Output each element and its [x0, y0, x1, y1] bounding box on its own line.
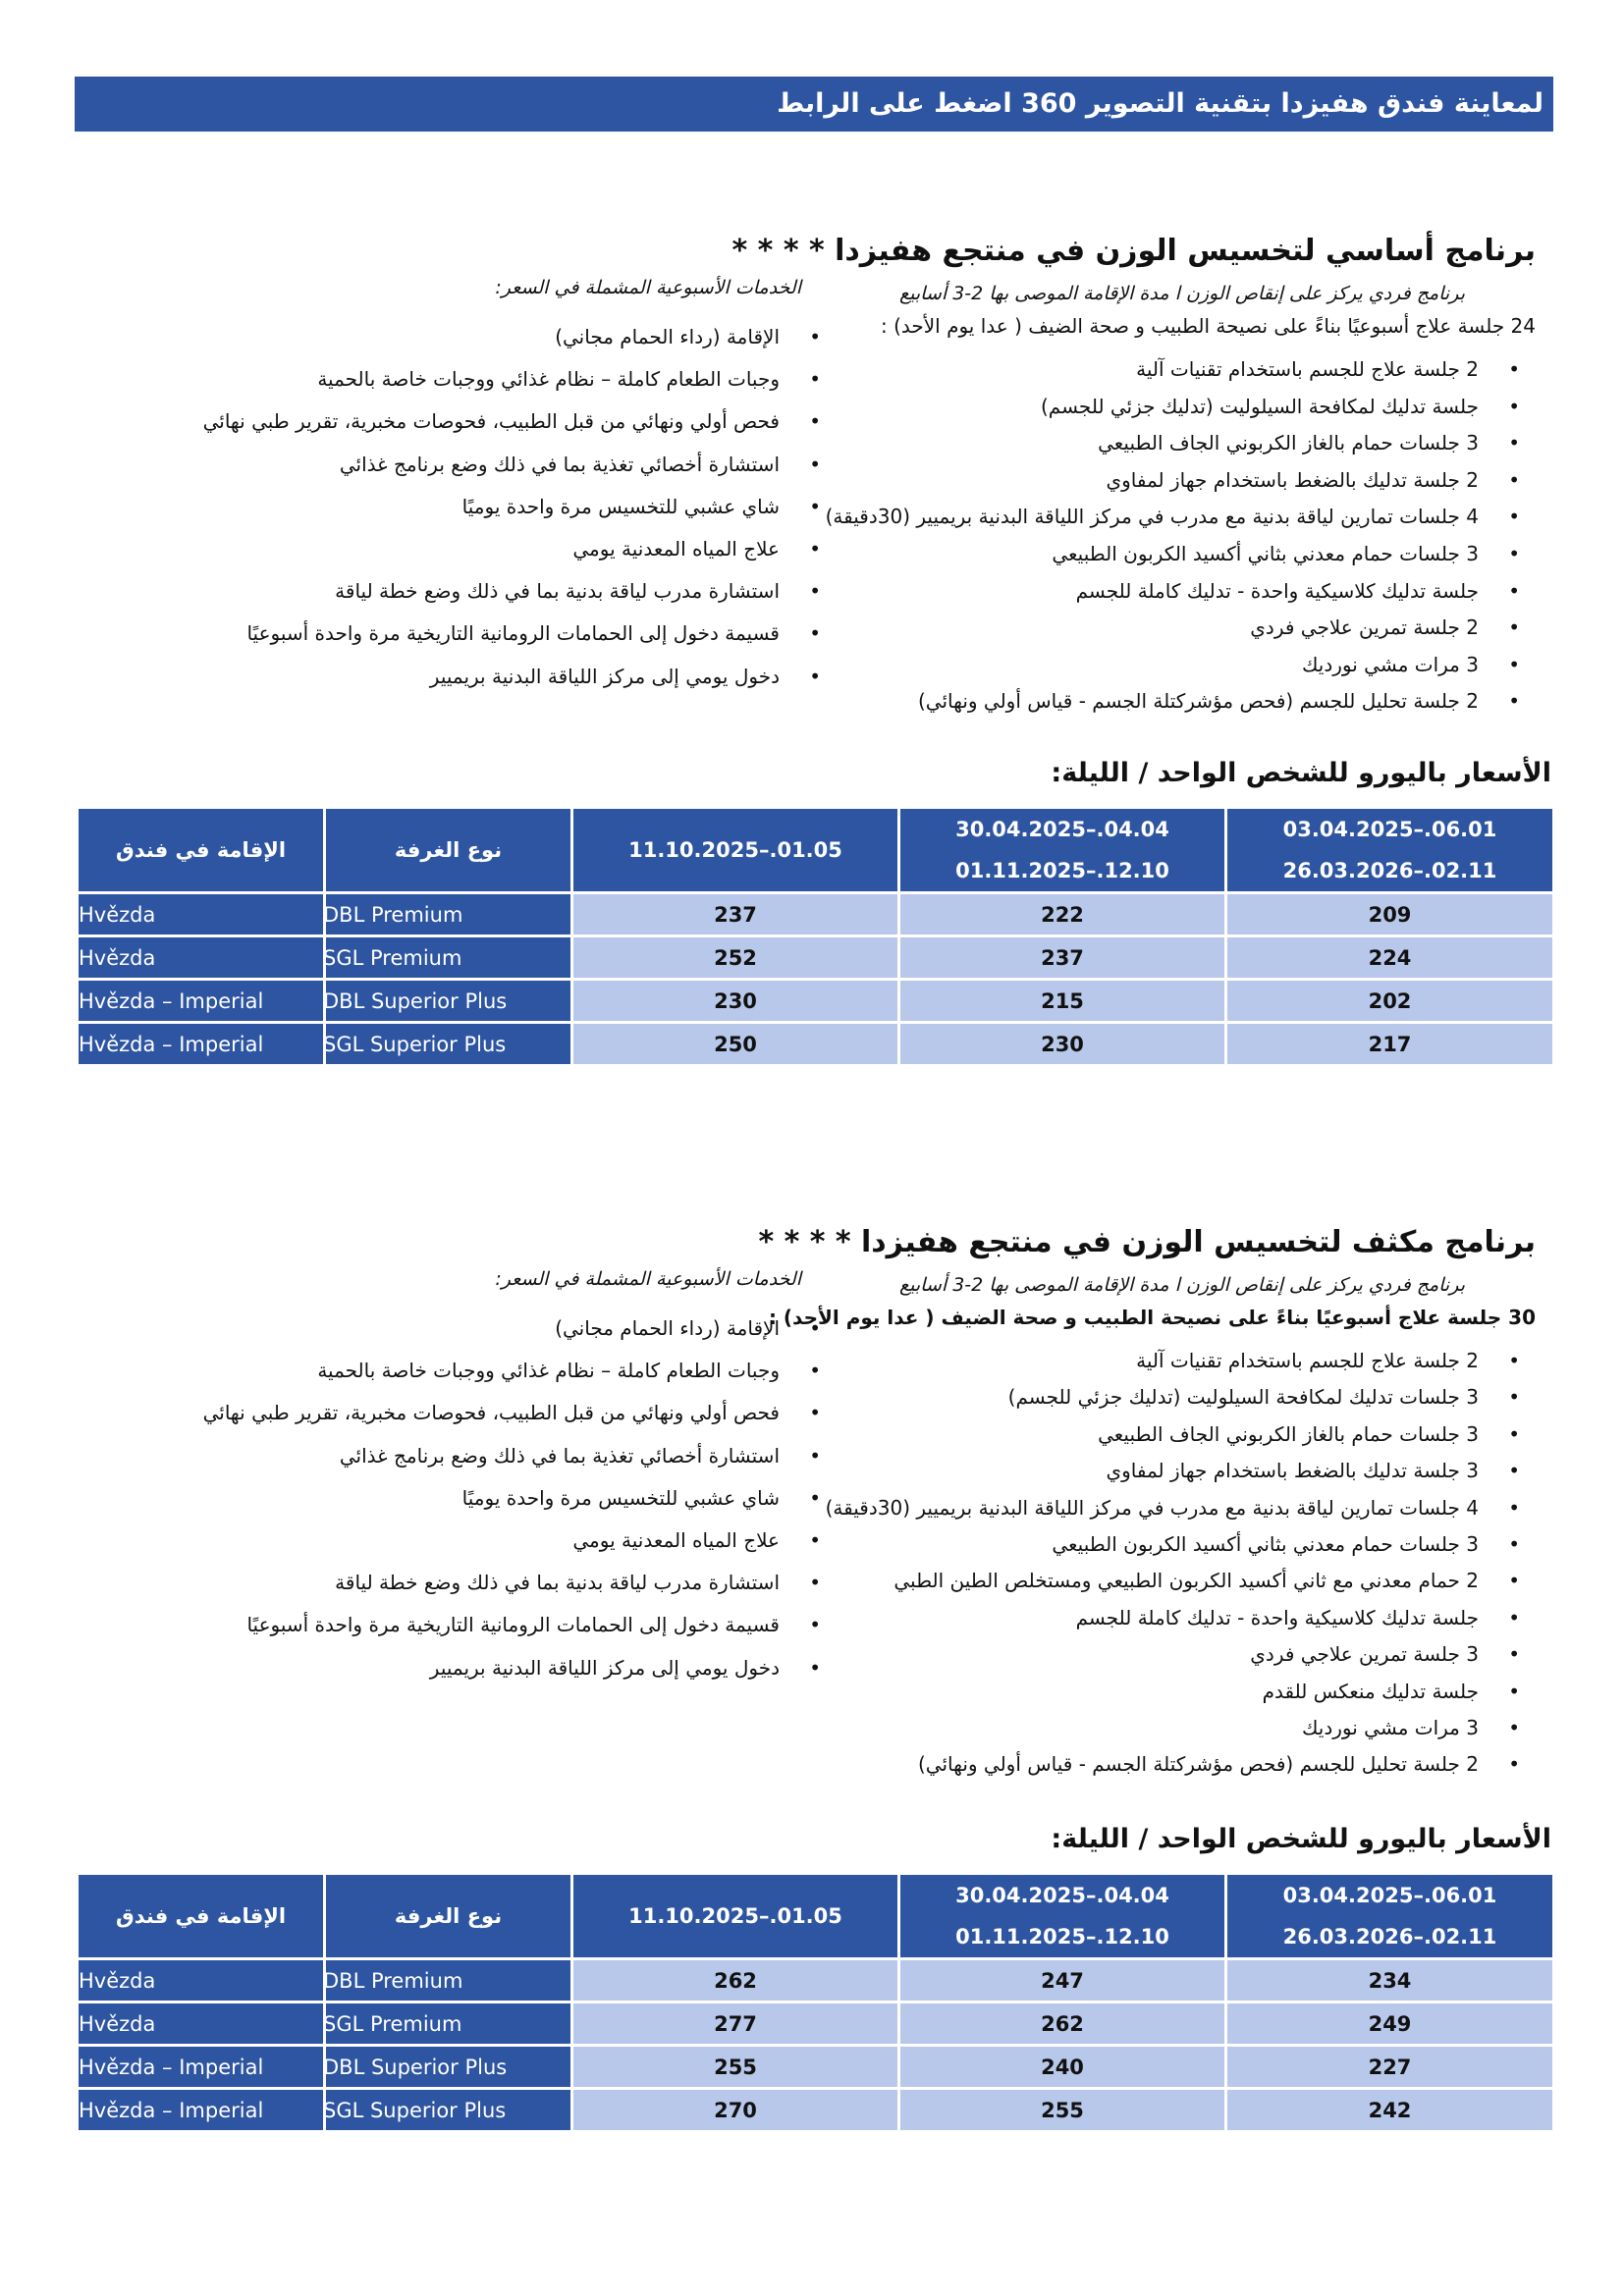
season-header: 06.01.–03.04.2025 02.11.–26.03.2026	[1224, 1875, 1552, 1960]
list-item: • استشارة أخصائي تغذية بما في ذلك وضع برنامج غذائي	[203, 1435, 825, 1477]
list-item: • وجبات الطعام كاملة – نظام غذائي ووجبات خاصة بالحمية	[203, 1350, 825, 1392]
season-header: 04.04.–30.04.2025 12.10.–01.11.2025	[897, 809, 1224, 894]
list-item: • فحص أولي ونهائي من قبل الطبيب، فحوصات مخبرية، تقرير طبي نهائي	[203, 1392, 825, 1434]
list-item: • 2 جلسة تدليك بالضغط باستخدام جهاز لمفاوي	[826, 462, 1524, 500]
room-type-cell: DBL Premium	[323, 1960, 570, 2003]
room-type-cell: DBL Premium	[323, 894, 570, 937]
list-item: • 3 جلسة تدليك بالضغط باستخدام جهاز لمفاوي	[826, 1453, 1524, 1489]
list-item: • الإقامة (رداء الحمام مجاني)	[203, 1308, 825, 1350]
virtual-tour-link-banner[interactable]: لمعاينة فندق هفيزدا بتقنية التصوير 360 اضغط على الرابط	[75, 77, 1553, 132]
table-row	[79, 894, 1552, 937]
season-header: 06.01.–03.04.2025 02.11.–26.03.2026	[1224, 809, 1552, 894]
price-cell: 237	[897, 937, 1224, 981]
included-services-list	[203, 316, 825, 698]
treatment-sessions-list	[826, 1343, 1524, 1784]
services-title: الخدمات الأسبوعية المشملة في السعر:	[495, 277, 801, 298]
list-item: • 2 جلسة علاج للجسم باستخدام تقنيات آلية	[826, 1343, 1524, 1379]
price-cell: 237	[570, 894, 897, 937]
table-row	[79, 981, 1552, 1024]
included-services-list	[203, 1308, 825, 1689]
list-item: • 3 جلسات حمام بالغاز الكربوني الجاف الطبيعي	[826, 1416, 1524, 1453]
price-cell: 202	[1224, 981, 1552, 1024]
list-item: • استشارة مدرب لياقة بدنية بما في ذلك وضع خطة لياقة	[203, 570, 825, 613]
hotel-cell: Hvězda	[79, 1960, 323, 2003]
list-item: • دخول يومي إلى مركز اللياقة البدنية بريميير	[203, 1647, 825, 1689]
price-cell: 249	[1224, 2003, 1552, 2047]
program-subtitle: برنامج فردي يركز على إنقاص الوزن ا مدة الإقامة الموصى بها 2-3 أسابيع	[899, 283, 1465, 304]
list-item: • 3 مرات مشي نورديك	[826, 647, 1524, 684]
hotel-cell: Hvězda	[79, 894, 323, 937]
list-item: • 2 جلسة علاج للجسم باستخدام تقنيات آلية	[826, 351, 1524, 389]
hotel-cell: Hvězda – Imperial	[79, 2090, 323, 2133]
list-item: • جلسة تدليك كلاسيكية واحدة - تدليك كاملة للجسم	[826, 573, 1524, 611]
program-intro: 24 جلسة علاج أسبوعيًا بناءً على نصيحة الطبيب و صحة الضيف ( عدا يوم الأحد) :	[881, 314, 1536, 338]
hotel-header: الإقامة في فندق	[79, 809, 323, 894]
list-item: • جلسة تدليك منعكس للقدم	[826, 1674, 1524, 1710]
list-item: • 3 مرات مشي نورديك	[826, 1710, 1524, 1746]
list-item: • دخول يومي إلى مركز اللياقة البدنية بريميير	[203, 656, 825, 698]
price-cell: 255	[897, 2090, 1224, 2133]
price-cell: 217	[1224, 1024, 1552, 1067]
list-item: • علاج المياه المعدنية يومي	[203, 1520, 825, 1562]
list-item: • شاي عشبي للتخسيس مرة واحدة يوميًا	[203, 486, 825, 528]
price-cell: 277	[570, 2003, 897, 2047]
price-cell: 222	[897, 894, 1224, 937]
price-cell: 215	[897, 981, 1224, 1024]
hotel-cell: Hvězda – Imperial	[79, 981, 323, 1024]
list-item: • علاج المياه المعدنية يومي	[203, 528, 825, 570]
table-row	[79, 937, 1552, 981]
room-type-header: نوع الغرفة	[323, 809, 570, 894]
price-title: الأسعار باليورو للشخص الواحد / الليلة:	[1051, 758, 1551, 788]
price-title: الأسعار باليورو للشخص الواحد / الليلة:	[1051, 1824, 1551, 1854]
list-item: • 3 جلسات تدليك لمكافحة السيلوليت (تدليك جزئي للجسم)	[826, 1379, 1524, 1415]
program-title: برنامج أساسي لتخسيس الوزن في منتجع هفيزدا * * * *	[731, 234, 1536, 268]
hotel-cell: Hvězda	[79, 2003, 323, 2047]
list-item: • جلسة تدليك كلاسيكية واحدة - تدليك كاملة للجسم	[826, 1600, 1524, 1636]
list-item: • 2 جلسة تمرين علاجي فردي	[826, 610, 1524, 647]
hotel-cell: Hvězda – Imperial	[79, 1024, 323, 1067]
price-cell: 240	[897, 2047, 1224, 2090]
list-item: • شاي عشبي للتخسيس مرة واحدة يوميًا	[203, 1477, 825, 1520]
table-row	[79, 2003, 1552, 2047]
program-subtitle: برنامج فردي يركز على إنقاص الوزن ا مدة الإقامة الموصى بها 2-3 أسابيع	[899, 1274, 1465, 1296]
hotel-cell: Hvězda – Imperial	[79, 2047, 323, 2090]
room-type-cell: SGL Premium	[323, 937, 570, 981]
program-intro: 30 جلسة علاج أسبوعيًا بناءً على نصيحة الطبيب و صحة الضيف ( عدا يوم الأحد) :	[768, 1306, 1536, 1329]
price-table	[79, 809, 1552, 1067]
table-row	[79, 1960, 1552, 2003]
program-title: برنامج مكثف لتخسيس الوزن في منتجع هفيزدا * * * *	[758, 1225, 1536, 1259]
price-table	[79, 1875, 1552, 2133]
room-type-cell: SGL Premium	[323, 2003, 570, 2047]
season-header: 01.05.–11.10.2025	[570, 1875, 897, 1960]
table-row	[79, 2047, 1552, 2090]
price-cell: 230	[897, 1024, 1224, 1067]
price-cell: 242	[1224, 2090, 1552, 2133]
table-row	[79, 2090, 1552, 2133]
price-cell: 224	[1224, 937, 1552, 981]
price-cell: 252	[570, 937, 897, 981]
room-type-cell: DBL Superior Plus	[323, 981, 570, 1024]
hotel-header: الإقامة في فندق	[79, 1875, 323, 1960]
price-cell: 230	[570, 981, 897, 1024]
basic-program-section	[75, 216, 1553, 1056]
services-title: الخدمات الأسبوعية المشملة في السعر:	[495, 1268, 801, 1290]
list-item: • الإقامة (رداء الحمام مجاني)	[203, 316, 825, 358]
price-cell: 270	[570, 2090, 897, 2133]
list-item: • 3 جلسات حمام بالغاز الكربوني الجاف الطبيعي	[826, 425, 1524, 462]
room-type-cell: DBL Superior Plus	[323, 2047, 570, 2090]
price-cell: 227	[1224, 2047, 1552, 2090]
list-item: • جلسة تدليك لمكافحة السيلوليت (تدليك جزئي للجسم)	[826, 389, 1524, 426]
season-header: 01.05.–11.10.2025	[570, 809, 897, 894]
price-cell: 250	[570, 1024, 897, 1067]
price-cell: 262	[570, 1960, 897, 2003]
list-item: • 3 جلسة تمرين علاجي فردي	[826, 1636, 1524, 1673]
list-item: • 4 جلسات تمارين لياقة بدنية مع مدرب في مركز اللياقة البدنية بريميير (30دقيقة)	[826, 499, 1524, 536]
list-item: • وجبات الطعام كاملة – نظام غذائي ووجبات خاصة بالحمية	[203, 358, 825, 400]
hotel-cell: Hvězda	[79, 937, 323, 981]
price-cell: 262	[897, 2003, 1224, 2047]
table-row	[79, 1024, 1552, 1067]
list-item: • استشارة مدرب لياقة بدنية بما في ذلك وضع خطة لياقة	[203, 1562, 825, 1604]
price-cell: 234	[1224, 1960, 1552, 2003]
room-type-header: نوع الغرفة	[323, 1875, 570, 1960]
treatment-sessions-list	[826, 351, 1524, 721]
season-header: 04.04.–30.04.2025 12.10.–01.11.2025	[897, 1875, 1224, 1960]
list-item: • 4 جلسات تمارين لياقة بدنية مع مدرب في مركز اللياقة البدنية بريميير (30دقيقة)	[826, 1490, 1524, 1526]
list-item: • استشارة أخصائي تغذية بما في ذلك وضع برنامج غذائي	[203, 444, 825, 486]
room-type-cell: SGL Superior Plus	[323, 1024, 570, 1067]
list-item: • 2 جلسة تحليل للجسم (فحص مؤشركتلة الجسم - قياس أولي ونهائي)	[826, 683, 1524, 721]
list-item: • 2 حمام معدني مع ثاني أكسيد الكربون الطبيعي ومستخلص الطين الطبي	[826, 1563, 1524, 1599]
list-item: • 3 جلسات حمام معدني بثاني أكسيد الكربون الطبيعي	[826, 1526, 1524, 1563]
table-header-row	[79, 1875, 1552, 1960]
room-type-cell: SGL Superior Plus	[323, 2090, 570, 2133]
price-cell: 247	[897, 1960, 1224, 2003]
list-item: • فحص أولي ونهائي من قبل الطبيب، فحوصات مخبرية، تقرير طبي نهائي	[203, 400, 825, 443]
list-item: • 2 جلسة تحليل للجسم (فحص مؤشركتلة الجسم - قياس أولي ونهائي)	[826, 1746, 1524, 1783]
price-cell: 255	[570, 2047, 897, 2090]
table-header-row	[79, 809, 1552, 894]
list-item: • 3 جلسات حمام معدني بثاني أكسيد الكربون الطبيعي	[826, 536, 1524, 573]
price-cell: 209	[1224, 894, 1552, 937]
list-item: • قسيمة دخول إلى الحمامات الرومانية التاريخية مرة واحدة أسبوعيًا	[203, 613, 825, 655]
intensive-program-section	[75, 1207, 1553, 2122]
list-item: • قسيمة دخول إلى الحمامات الرومانية التاريخية مرة واحدة أسبوعيًا	[203, 1604, 825, 1646]
